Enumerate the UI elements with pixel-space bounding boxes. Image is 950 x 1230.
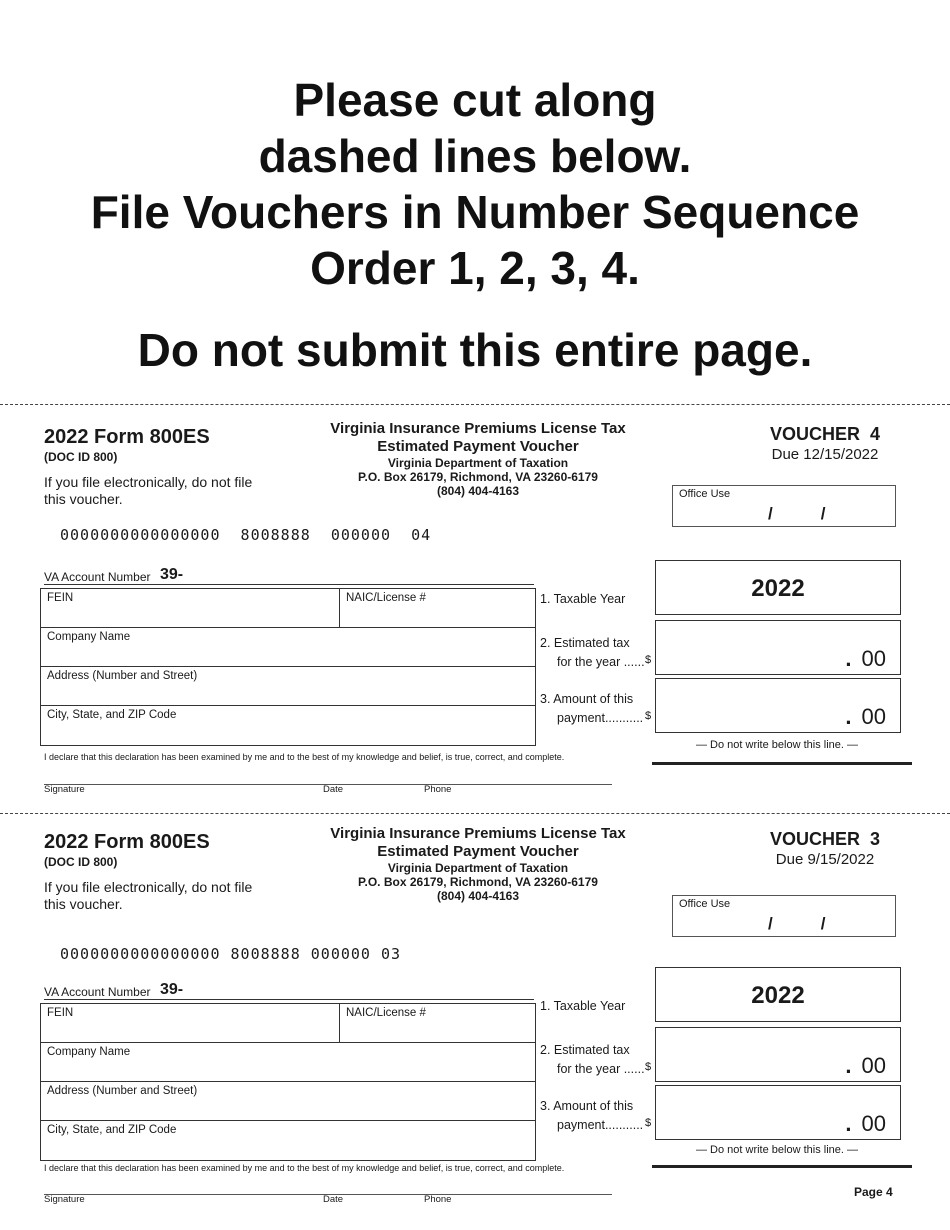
line3-label [540,690,652,728]
efile-note: If you file electronically, do not file this voucher. [44,879,253,912]
date-label: Date [323,1194,344,1205]
estimated-tax-box[interactable] [655,1027,901,1082]
due-date: Due 12/15/2022 [771,446,879,463]
office-use-box [672,485,896,527]
declaration-text: I declare that this declaration has been examined by me and to the best of my knowledge and belief, is true, correct, and complete. [44,752,565,762]
doc-id: (DOC ID 800) [44,450,118,464]
line2-label-a: 2. Estimated tax [540,636,630,650]
voucher-type: Estimated Payment Voucher [377,843,579,860]
agency-phone: (804) 404-4163 [436,889,520,903]
payment-amount [845,704,886,730]
line2-dollar: $ [645,654,652,666]
taxable-year-value: 2022 [751,982,805,1009]
line3-label-b: payment........... [557,711,644,725]
company-name-label: Company Name [47,1046,131,1058]
line1-label: 1. Taxable Year [540,999,626,1013]
instruction-line-2: dashed lines below. [258,130,692,182]
naic-label: NAIC/License # [346,1007,426,1019]
line2-label-a: 2. Estimated tax [540,1043,630,1057]
cut-line [0,813,950,814]
estimated-tax-cents: 00 [861,1053,886,1078]
payment-cents: 00 [861,704,886,729]
taxable-year-box[interactable] [655,967,901,1022]
due-date: Due 9/15/2022 [775,851,875,868]
instruction-line-3: File Vouchers in Number Sequence [90,186,860,238]
company-name-field[interactable] [41,1043,535,1082]
address-field[interactable] [41,1082,535,1121]
voucher-4 [0,412,950,812]
tax-name: Virginia Insurance Premiums License Tax [330,420,626,437]
voucher-label: VOUCHER 3 [769,829,881,849]
payment-amount-box[interactable] [655,678,901,733]
payment-cents: 00 [861,1111,886,1136]
taxpayer-info-grid [40,1003,536,1161]
page-number: Page 4 [854,1185,893,1199]
account-number-field[interactable] [44,564,534,585]
line3-dollar: $ [645,1117,652,1129]
account-number-label: VA Account Number [44,570,151,584]
office-date-slashes: / / [768,914,828,933]
form-title: 2022 Form 800ES [44,426,210,448]
decimal-point: . [845,646,852,671]
address-label: Address (Number and Street) [47,670,198,682]
do-not-write-note: — Do not write below this line. — [695,739,858,751]
company-name-label: Company Name [47,631,131,643]
do-not-write-line [652,762,912,765]
office-date-slashes: / / [768,504,828,523]
voucher-3 [0,817,950,1217]
ocr-scanline: 0000000000000000 8008888 000000 04 [60,526,432,544]
estimated-tax-amount [845,646,886,672]
line2-label [540,634,652,672]
line2-label [540,1041,652,1079]
decimal-point: . [845,1111,852,1136]
department-name: Virginia Department of Taxation [387,861,569,875]
doc-id: (DOC ID 800) [44,855,118,869]
instruction-line-1: Please cut along [293,74,657,126]
estimated-tax-amount [845,1053,886,1079]
city-state-zip-field[interactable] [41,1121,535,1159]
department-name: Virginia Department of Taxation [387,456,569,470]
voucher-type: Estimated Payment Voucher [377,438,579,455]
fein-label: FEIN [47,592,74,604]
taxable-year-box[interactable] [655,560,901,615]
line1-label: 1. Taxable Year [540,592,626,606]
do-not-write-note: — Do not write below this line. — [695,1144,858,1156]
agency-header [300,420,656,498]
cut-line [0,404,950,405]
fein-field[interactable] [41,589,535,628]
phone-label: Phone [424,1194,452,1205]
city-state-zip-label: City, State, and ZIP Code [47,709,177,721]
estimated-tax-cents: 00 [861,646,886,671]
naic-label: NAIC/License # [346,592,426,604]
company-name-field[interactable] [41,628,535,667]
decimal-point: . [845,1053,852,1078]
line3-label [540,1097,652,1135]
agency-header [300,825,656,903]
signature-label: Signature [44,1194,85,1205]
tax-name: Virginia Insurance Premiums License Tax [330,825,626,842]
office-use-label: Office Use [679,898,731,910]
signature-label: Signature [44,784,85,795]
line3-label-a: 3. Amount of this [540,1099,634,1113]
do-not-write-line [652,1165,912,1168]
form-title: 2022 Form 800ES [44,831,210,853]
account-prefix: 39- [160,566,184,583]
line3-label-b: payment........... [557,1118,644,1132]
payment-amount-box[interactable] [655,1085,901,1140]
date-label: Date [323,784,344,795]
mailing-address: P.O. Box 26179, Richmond, VA 23260-6179 [358,470,598,484]
fein-field[interactable] [41,1004,535,1043]
phone-label: Phone [424,784,452,795]
warning-text: Do not submit this entire page. [137,324,813,376]
ocr-scanline: 0000000000000000 8008888 000000 03 [60,945,402,963]
naic-field[interactable] [339,589,536,627]
line3-label-a: 3. Amount of this [540,692,634,706]
naic-field[interactable] [339,1004,536,1042]
payment-amount [845,1111,886,1137]
fein-label: FEIN [47,1007,74,1019]
line2-dollar: $ [645,1061,652,1073]
address-field[interactable] [41,667,535,706]
efile-note: If you file electronically, do not file this voucher. [44,474,253,507]
office-use-label: Office Use [679,488,731,500]
taxable-year-value: 2022 [751,575,805,602]
agency-phone: (804) 404-4163 [436,484,520,498]
account-prefix: 39- [160,981,184,998]
city-state-zip-field[interactable] [41,706,535,744]
account-number-label: VA Account Number [44,985,151,999]
instruction-line-4: Order 1, 2, 3, 4. [310,242,640,294]
taxpayer-info-grid [40,588,536,746]
line3-dollar: $ [645,710,652,722]
estimated-tax-box[interactable] [655,620,901,675]
mailing-address: P.O. Box 26179, Richmond, VA 23260-6179 [358,875,598,889]
address-label: Address (Number and Street) [47,1085,198,1097]
declaration-text: I declare that this declaration has been examined by me and to the best of my knowledge and belief, is true, correct, and complete. [44,1163,565,1173]
decimal-point: . [845,704,852,729]
line2-label-b: for the year ...... [557,1062,645,1076]
office-use-box [672,895,896,937]
line2-label-b: for the year ...... [557,655,645,669]
account-number-field[interactable] [44,979,534,1000]
city-state-zip-label: City, State, and ZIP Code [47,1124,177,1136]
voucher-label: VOUCHER 4 [769,424,881,444]
